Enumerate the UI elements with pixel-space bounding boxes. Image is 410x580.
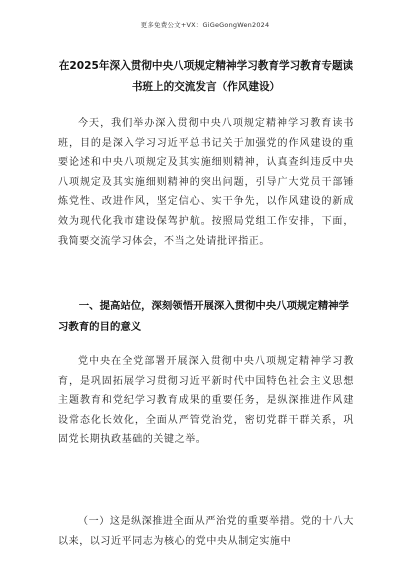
document-title: 在2025年深入贯彻中央八项规定精神学习教育学习教育专题读书班上的交流发言（作风建设） — [58, 60, 354, 93]
section-heading: 一、提高站位，深刻领悟开展深入贯彻中央八项规定精神学习教育的目的意义 — [58, 300, 349, 333]
watermark-header: 更多免费公文+VX：GiGeGongWen2024 — [140, 21, 270, 29]
intro-paragraph: 今天，我们举办深入贯彻中央八项规定精神学习教育读书班，目的是深入学习习近平总书记关于加强党的作风建设的重要论述和中央八项规定及其实施细则精神，认真查纠违反中央八项规定及其实施细则精神的突出问题，引导广大党员干部锤炼党性、改进作风，坚定信心、实干争先，以作风建设的新成效为现代化我市建设保驾护航。按照局党组工作安排，下面，我简要交流学习体会，不当之处请批评指正。 — [58, 118, 354, 247]
body-paragraph: 党中央在全党部署开展深入贯彻中央八项规定精神学习教育，是巩固拓展学习贯彻习近平新时代中国特色社会主义思想主题教育和党纪学习教育成果的重要任务，是纵深推进作风建设常态化长效化，全面从严管党治党，密切党群干群关系，巩固党长期执政基础的关键之举。 — [58, 356, 354, 446]
subsection-paragraph: （一）这是纵深推进全面从严治党的重要举措。党的十八大以来，以习近平同志为核心的党中央从制定实施中 — [58, 516, 354, 547]
